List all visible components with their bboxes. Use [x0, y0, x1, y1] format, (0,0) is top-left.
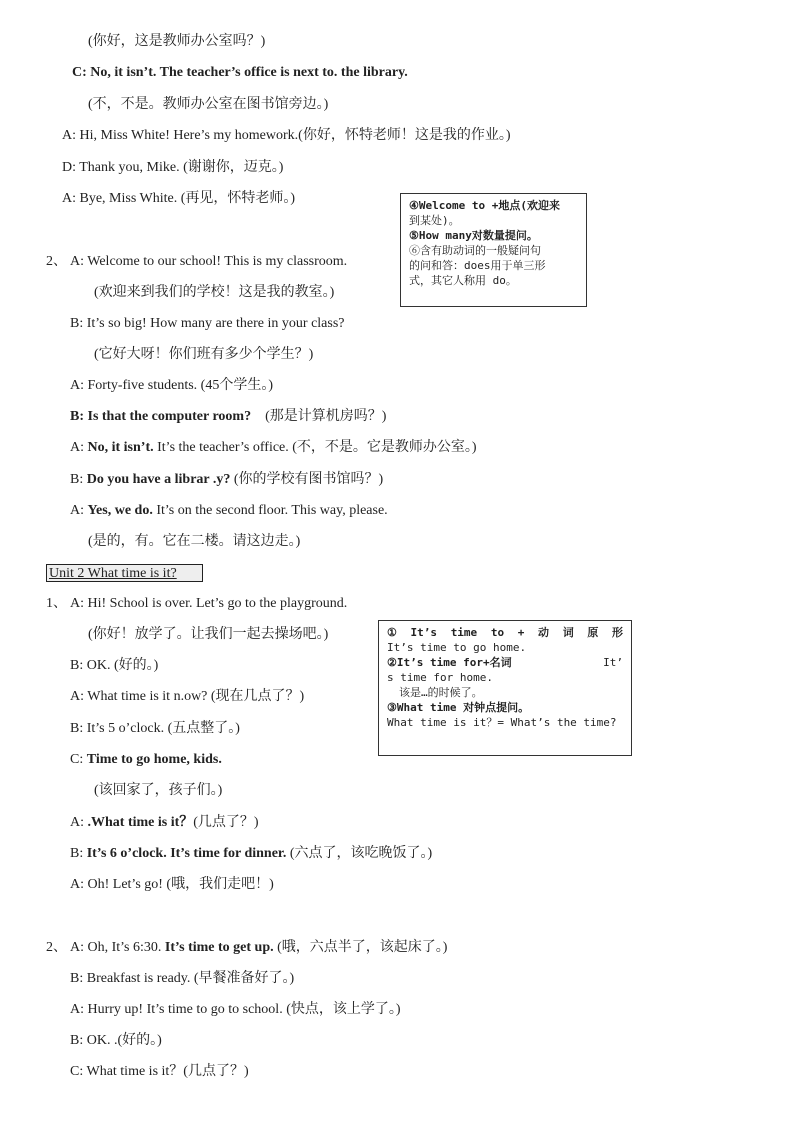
- dialog2-line: [70, 408, 386, 426]
- speaker: A:: [70, 503, 88, 518]
- rest-text: It’s the teacher’s office. (不，不是。它是教师办公室。): [153, 440, 477, 455]
- note2-line-4: s time for home.: [387, 671, 493, 684]
- rest-text: (六点了，该吃晚饭了。): [286, 846, 433, 861]
- note2-rule: ②It’s time for+名词: [387, 656, 512, 669]
- note1-line: ⑥含有助动词的一般疑问句: [409, 244, 541, 257]
- note2-line-3: [387, 655, 623, 670]
- bold-text: B: Is that the computer room?: [70, 409, 252, 424]
- note1-line: 式，其它人称用 do。: [409, 274, 517, 287]
- unit2-dialog1-line: B: OK. (好的。): [70, 658, 159, 673]
- note2-word: 动: [538, 626, 550, 639]
- dialog2-line: A: Forty-five students. (45个学生。): [70, 378, 273, 393]
- bold-text: Yes, we do.: [87, 503, 153, 518]
- note2-line-5: 该是…的时候了。: [399, 686, 483, 699]
- note2-word: ①: [387, 626, 397, 639]
- bold-text: It’s 6 o’clock. It’s time for dinner.: [86, 846, 287, 861]
- dialog1-line-2: (不，不是。教师办公室在图书馆旁边。): [88, 97, 329, 112]
- bold-text: No, it isn’t.: [87, 440, 154, 455]
- note2-line-6: ③What time 对钟点提问。: [387, 701, 530, 714]
- unit2-dialog2-line: B: Breakfast is ready. (早餐准备好了。): [70, 971, 295, 986]
- unit2-dialog1-number: 1、: [46, 596, 67, 611]
- unit2-dialog1-line: [70, 751, 222, 769]
- dialog2-line: A: Welcome to our school! This is my classroom.: [70, 254, 348, 269]
- dialog1-line-0: (你好，这是教师办公室吗？): [88, 34, 266, 49]
- unit2-dialog1-line: (你好！放学了。让我们一起去操场吧。): [88, 627, 329, 642]
- unit2-dialog1-line: (该回家了，孩子们。): [94, 783, 223, 798]
- grammar-note-box-1: [400, 193, 587, 307]
- rest-text: (几点了？): [193, 815, 259, 830]
- bold-text: Time to go home, kids.: [86, 752, 222, 767]
- note2-word: 词: [562, 626, 574, 639]
- unit2-dialog1-line: [70, 814, 259, 832]
- unit2-dialog1-line: A: Hi! School is over. Let’s go to the playground.: [70, 596, 348, 611]
- unit2-dialog2-number: 2、: [46, 940, 67, 955]
- unit2-dialog1-line: [70, 845, 432, 863]
- dialog2-line: (它好大呀！你们班有多少个学生？): [94, 347, 314, 362]
- dialog2-line: [70, 439, 477, 457]
- speaker: B:: [70, 846, 87, 861]
- rest-text: (你的学校有图书馆吗？): [230, 472, 384, 487]
- note2-line-2: It’s time to go home.: [387, 641, 527, 654]
- note2-line-7: What time is it？= What’s the time?: [387, 716, 617, 729]
- note2-word: 原: [587, 626, 599, 639]
- note2-word: +: [517, 626, 525, 639]
- bold-text: Do you have a librar .y?: [86, 472, 231, 487]
- grammar-note-box-2: [378, 620, 632, 756]
- speaker: A:: [70, 440, 88, 455]
- unit2-dialog2-line: C: What time is it？(几点了？): [70, 1064, 249, 1079]
- unit2-dialog1-line: A: What time is it n.ow? (现在几点了？): [70, 689, 305, 704]
- dialog2-line: (是的，有。它在二楼。请这边走。): [88, 534, 301, 549]
- dialog2-number: 2、: [46, 254, 67, 269]
- dialog2-line: [70, 502, 388, 520]
- unit2-dialog1-line: B: It’s 5 o’clock. (五点整了。): [70, 721, 240, 736]
- unit2-dialog1-line: A: Oh! Let’s go! (哦，我们走吧！): [70, 877, 274, 892]
- note1-line: ④Welcome to +地点(欢迎来: [409, 199, 560, 212]
- dialog2-line: B: It’s so big! How many are there in your class?: [70, 316, 345, 331]
- unit2-dialog2-line: B: OK. .(好的。): [70, 1033, 162, 1048]
- dialog1-line-4: D: Thank you, Mike. (谢谢你，迈克。): [62, 160, 284, 175]
- note1-line: 到某处)。: [409, 214, 460, 227]
- speaker: A:: [70, 815, 88, 830]
- dialog1-line-1: C: No, it isn’t. The teacher’s office is next to. the library.: [72, 65, 408, 80]
- dialog1-line-5: A: Bye, Miss White. (再见，怀特老师。): [62, 191, 296, 206]
- rest-text: (哦，六点半了，该起床了。): [273, 940, 448, 955]
- note2-word: to: [490, 626, 505, 639]
- speaker: A: Oh, It’s 6:30.: [70, 940, 165, 955]
- note1-line: 的问和答：does用于单三形: [409, 259, 546, 272]
- speaker: C:: [70, 752, 87, 767]
- note1-line: ⑤How many对数量提问。: [409, 229, 538, 242]
- speaker: B:: [70, 472, 87, 487]
- note2-word: It’s: [410, 626, 438, 639]
- rest-text: It’s on the second floor. This way, please.: [152, 503, 388, 518]
- dialog1-line-3: A: Hi, Miss White! Here’s my homework.(你好，怀特老师！这是我的作业。): [62, 128, 511, 143]
- note2-word: 形: [612, 626, 623, 639]
- note2-example: It’: [603, 656, 623, 669]
- dialog2-line: [70, 471, 383, 489]
- bold-text: .What time is it？: [87, 815, 194, 830]
- note2-line-1: [387, 625, 623, 640]
- dialog2-line: (欢迎来到我们的学校！这是我的教室。): [94, 285, 335, 300]
- unit-title: Unit 2 What time is it?: [46, 564, 203, 582]
- note2-word: time: [450, 626, 478, 639]
- unit2-dialog2-line: A: Hurry up! It’s time to go to school. (快点，该上学了。): [70, 1002, 401, 1017]
- unit2-dialog2-line: [70, 939, 447, 957]
- translation: (那是计算机房吗？): [265, 409, 387, 424]
- bold-text: It’s time to get up.: [164, 940, 274, 955]
